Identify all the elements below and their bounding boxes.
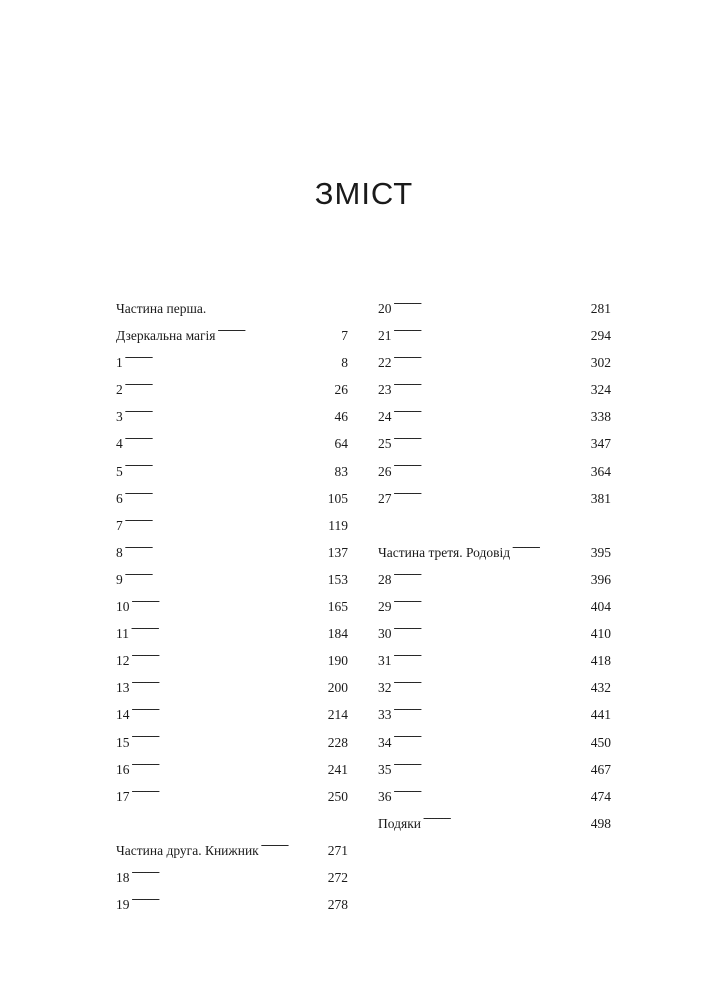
toc-dot-leader	[125, 407, 332, 421]
toc-dot-leader	[132, 733, 326, 747]
toc-column-right	[378, 295, 611, 837]
toc-entry[interactable]	[378, 376, 611, 403]
toc-entry-label: 8	[116, 544, 123, 560]
toc-dot-leader	[394, 733, 589, 747]
toc-entry-page-number: 381	[590, 490, 611, 506]
toc-entry-page-number: 347	[590, 436, 611, 452]
toc-dot-leader	[394, 489, 589, 503]
toc-entry-page-number: 272	[327, 869, 348, 885]
toc-entry-page-number: 7	[341, 328, 348, 344]
toc-entry-label: Дзеркальна магія	[116, 328, 216, 344]
toc-entry-label: 32	[378, 680, 392, 696]
toc-entry-page-number: 250	[327, 788, 348, 804]
toc-entry[interactable]	[378, 701, 611, 728]
toc-dot-leader	[423, 814, 589, 828]
toc-entry-label: 19	[116, 897, 130, 913]
toc-dot-leader	[261, 841, 326, 855]
toc-entry-label: Частина перша.	[116, 301, 207, 316]
toc-entry[interactable]	[378, 810, 611, 837]
toc-entry[interactable]	[378, 403, 611, 430]
toc-entry-page-number: 190	[327, 653, 348, 669]
toc-dot-leader	[394, 462, 589, 476]
toc-entry-label: 26	[378, 463, 392, 479]
toc-entry-page-number: 281	[590, 301, 611, 316]
toc-spacer	[378, 512, 611, 539]
toc-entry-label: 18	[116, 869, 130, 885]
toc-entry[interactable]	[116, 430, 348, 457]
toc-entry[interactable]	[378, 295, 611, 322]
toc-entry[interactable]	[116, 349, 348, 376]
toc-dot-leader	[394, 597, 589, 611]
toc-entry[interactable]	[116, 864, 348, 891]
toc-entry-label: Подяки	[378, 815, 421, 831]
toc-entry-page-number: 200	[327, 680, 348, 696]
toc-entry-label: 33	[378, 707, 392, 723]
toc-dot-leader	[132, 651, 326, 665]
toc-entry-page-number: 8	[341, 355, 348, 371]
toc-entry[interactable]	[378, 430, 611, 457]
toc-dot-leader	[132, 678, 326, 692]
toc-entry-label: 5	[116, 463, 123, 479]
toc-entry-page-number: 119	[328, 517, 348, 533]
toc-entry[interactable]	[378, 729, 611, 756]
toc-entry[interactable]	[116, 647, 348, 674]
toc-entry-label: 2	[116, 382, 123, 398]
toc-entry-label: 21	[378, 328, 392, 344]
toc-entry-label: 34	[378, 734, 392, 750]
toc-entry[interactable]	[116, 729, 348, 756]
toc-entry-page-number: 396	[590, 571, 611, 587]
toc-entry-label: Частина третя. Родовід	[378, 544, 511, 560]
toc-entry-label: 28	[378, 571, 392, 587]
toc-entry-page-number: 418	[590, 653, 611, 669]
toc-entry-label: 16	[116, 761, 130, 777]
toc-entry[interactable]	[378, 458, 611, 485]
toc-entry[interactable]	[116, 376, 348, 403]
toc-entry-page-number: 302	[590, 355, 611, 371]
toc-entry-label: 15	[116, 734, 130, 750]
toc-entry-label: 14	[116, 707, 130, 723]
toc-dot-leader	[125, 353, 332, 367]
toc-entry[interactable]	[116, 837, 348, 864]
toc-dot-leader	[132, 868, 326, 882]
toc-entry-label: 25	[378, 436, 392, 452]
toc-dot-leader	[394, 705, 589, 719]
toc-entry[interactable]	[116, 566, 348, 593]
toc-dot-leader	[125, 570, 326, 584]
toc-entry[interactable]	[116, 539, 348, 566]
toc-dot-leader	[394, 624, 589, 638]
toc-entry-page-number: 404	[590, 599, 611, 615]
toc-entry-label: 30	[378, 626, 392, 642]
toc-dot-leader	[132, 597, 326, 611]
toc-entry-page-number: 467	[590, 761, 611, 777]
toc-entry[interactable]	[116, 783, 348, 810]
toc-entry[interactable]	[116, 322, 348, 349]
toc-dot-leader	[132, 787, 326, 801]
toc-entry[interactable]	[116, 891, 348, 918]
toc-dot-leader	[394, 380, 589, 394]
toc-entry[interactable]	[378, 566, 611, 593]
toc-entry-label: 24	[378, 409, 392, 425]
toc-entry-page-number: 410	[590, 626, 611, 642]
toc-entry-page-number: 153	[327, 571, 348, 587]
toc-dot-leader	[394, 678, 589, 692]
toc-entry-label: 29	[378, 599, 392, 615]
toc-dot-leader	[125, 462, 332, 476]
toc-entry[interactable]	[116, 458, 348, 485]
toc-entry-page-number: 214	[327, 707, 348, 723]
toc-entry-page-number: 450	[590, 734, 611, 750]
toc-entry-label: 23	[378, 382, 392, 398]
toc-entry-label: 31	[378, 653, 392, 669]
toc-entry-label: 6	[116, 490, 123, 506]
toc-dot-leader	[394, 299, 589, 313]
toc-entry[interactable]	[378, 322, 611, 349]
toc-column-left	[116, 295, 348, 918]
toc-dot-leader	[394, 760, 589, 774]
toc-entry[interactable]	[378, 620, 611, 647]
toc-entry-page-number: 241	[327, 761, 348, 777]
toc-dot-leader	[394, 787, 589, 801]
toc-entry-page-number: 46	[334, 409, 348, 425]
page-title: ЗМІСТ	[314, 176, 414, 211]
toc-entry[interactable]	[116, 295, 348, 322]
toc-entry-label: 11	[116, 626, 129, 642]
toc-dot-leader	[218, 326, 332, 340]
toc-entry-page-number: 137	[327, 544, 348, 560]
toc-entry[interactable]	[116, 701, 348, 728]
toc-entry-label: 1	[116, 355, 123, 371]
toc-entry[interactable]	[378, 349, 611, 376]
toc-entry-label: 20	[378, 301, 392, 316]
toc-dot-leader	[125, 516, 327, 530]
toc-entry-page-number: 165	[327, 599, 348, 615]
toc-entry-page-number: 294	[590, 328, 611, 344]
toc-entry[interactable]	[378, 783, 611, 810]
toc-entry-label: 9	[116, 571, 123, 587]
toc-entry-page-number: 184	[327, 626, 348, 642]
toc-dot-leader	[132, 760, 326, 774]
toc-entry-page-number: 441	[590, 707, 611, 723]
toc-dot-leader	[125, 489, 326, 503]
toc-entry-label: 22	[378, 355, 392, 371]
toc-entry-page-number: 324	[590, 382, 611, 398]
toc-dot-leader	[125, 434, 332, 448]
toc-dot-leader	[125, 543, 326, 557]
toc-entry-label: 35	[378, 761, 392, 777]
toc-entry-label: 27	[378, 490, 392, 506]
toc-entry[interactable]	[378, 593, 611, 620]
toc-entry-page-number: 105	[327, 490, 348, 506]
toc-entry-label: 13	[116, 680, 130, 696]
toc-dot-leader	[132, 705, 326, 719]
toc-entry-label: 7	[116, 517, 123, 533]
toc-entry[interactable]	[116, 403, 348, 430]
toc-entry[interactable]	[378, 674, 611, 701]
toc-entry-page-number: 432	[590, 680, 611, 696]
toc-spacer	[116, 810, 348, 837]
toc-entry[interactable]	[378, 485, 611, 512]
toc-entry-page-number: 498	[590, 815, 611, 831]
toc-entry-page-number: 278	[327, 897, 348, 913]
toc-dot-leader	[394, 434, 589, 448]
toc-dot-leader	[394, 353, 589, 367]
toc-entry[interactable]	[378, 647, 611, 674]
toc-entry-label: Частина друга. Книжник	[116, 842, 259, 858]
toc-entry-label: 4	[116, 436, 123, 452]
toc-entry[interactable]	[116, 512, 348, 539]
toc-entry-label: 36	[378, 788, 392, 804]
toc-entry[interactable]	[116, 756, 348, 783]
toc-entry-page-number: 271	[327, 842, 348, 858]
toc-dot-leader	[394, 407, 589, 421]
toc-entry-label: 10	[116, 599, 130, 615]
toc-entry-page-number: 364	[590, 463, 611, 479]
toc-entry-label: 12	[116, 653, 130, 669]
toc-entry-page-number: 395	[590, 544, 611, 560]
toc-entry-label: 3	[116, 409, 123, 425]
toc-entry-page-number: 338	[590, 409, 611, 425]
toc-dot-leader	[125, 380, 332, 394]
toc-entry[interactable]	[378, 756, 611, 783]
toc-entry-page-number: 64	[334, 436, 348, 452]
toc-dot-leader	[131, 624, 326, 638]
toc-entry[interactable]	[116, 485, 348, 512]
toc-entry-page-number: 83	[334, 463, 348, 479]
toc-entry-page-number: 474	[590, 788, 611, 804]
toc-entry[interactable]	[378, 539, 611, 566]
toc-dot-leader	[394, 570, 589, 584]
toc-dot-leader	[394, 651, 589, 665]
toc-dot-leader	[512, 543, 589, 557]
toc-entry-page-number: 228	[327, 734, 348, 750]
toc-entry-page-number: 26	[334, 382, 348, 398]
toc-dot-leader	[132, 895, 326, 909]
toc-entry[interactable]	[116, 620, 348, 647]
toc-entry[interactable]	[116, 593, 348, 620]
toc-entry[interactable]	[116, 674, 348, 701]
toc-dot-leader	[394, 326, 589, 340]
toc-entry-label: 17	[116, 788, 130, 804]
